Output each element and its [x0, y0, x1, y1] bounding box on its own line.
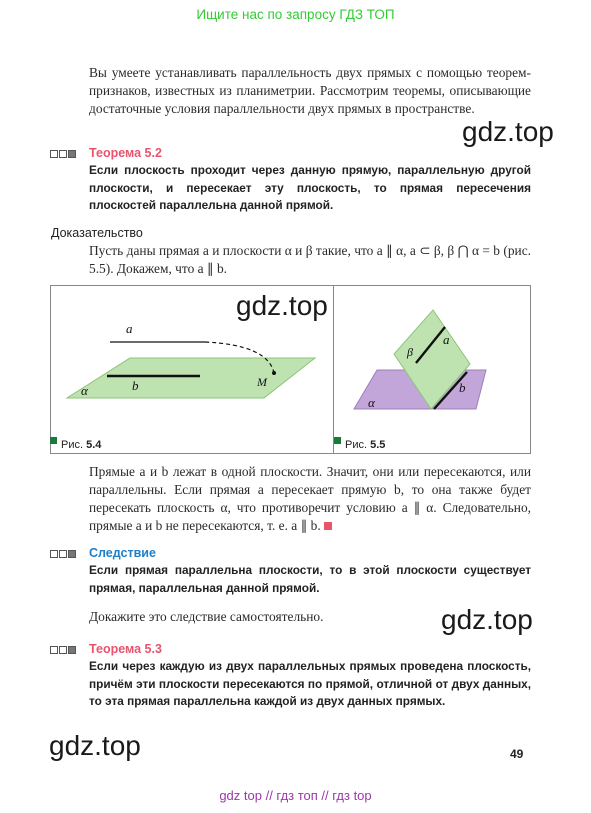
theorem-5-3-title: Теорема 5.3: [89, 642, 162, 656]
label-alpha-5-5: α: [368, 395, 375, 410]
theorem-5-2-title: Теорема 5.2: [89, 146, 162, 160]
figure-marker: [334, 437, 341, 444]
label-beta: β: [407, 345, 413, 359]
footer-links[interactable]: gdz top // гдз топ // гдз top: [219, 788, 372, 803]
figure-marker: [50, 437, 57, 444]
figure-5-5-caption: Рис. 5.5: [345, 439, 386, 451]
plane-alpha: [67, 358, 315, 398]
corollary-body: Если прямая параллельна плоскости, то в этой плоскости существует прямая, параллельная данной прямой.: [89, 563, 531, 595]
label-b: b: [132, 378, 139, 393]
theorem-marker-icon: [50, 646, 84, 655]
intro-paragraph: Вы умеете устанавливать параллельность двух прямых с помощью теорем-признаков, известных из планиметрии. Рассмотрим теоремы, описывающие достаточные условия параллельности двух прямых в пространстве.: [89, 65, 531, 116]
proof-continuation: Прямые a и b лежат в одной плоскости. Значит, они или пересекаются, или параллельны. Если прямая a пересекает прямую b, то она также будет пересекать плоскость α, что противоречит условию a ∥ α. Следовательно, прямые a и b не пересекаются, т. е. a ∥ b.: [89, 464, 531, 533]
watermark: gdz.top: [441, 604, 533, 635]
theorem-5-2-body: Если плоскость проходит через данную прямую, параллельную другой плоскости, и пересекает эту плоскость, то прямая пересечения плоскостей параллельна данной прямой.: [89, 163, 531, 212]
corollary-title: Следствие: [89, 546, 156, 560]
watermark: gdz.top: [236, 290, 328, 321]
top-banner[interactable]: Ищите нас по запросу ГДЗ ТОП: [196, 7, 395, 22]
watermark: gdz.top: [49, 730, 141, 761]
proof-heading: Доказательство: [51, 226, 143, 240]
label-a: a: [126, 321, 133, 336]
label-alpha: α: [81, 383, 88, 398]
figure-5-4-drawing: [50, 285, 531, 454]
corollary-marker-icon: [50, 550, 84, 559]
point-M: [272, 371, 276, 375]
watermark: gdz.top: [462, 116, 554, 147]
qed-icon: [324, 522, 332, 530]
label-b-5-5: b: [459, 380, 466, 395]
label-M: M: [257, 375, 267, 389]
figure-5-4-caption: Рис. 5.4: [61, 439, 102, 451]
page-number: 49: [510, 747, 524, 761]
exercise-text: Докажите это следствие самостоятельно.: [89, 609, 324, 624]
theorem-5-3-body: Если через каждую из двух параллельных прямых проведена плоскость, причём эти плоскости пересекаются по прямой, отличной от двух данных, то эта прямая параллельна каждой из двух данных прямых.: [89, 659, 531, 708]
label-a-5-5: a: [443, 332, 450, 347]
proof-paragraph: Пусть даны прямая a и плоскости α и β такие, что a ∥ α, a ⊂ β, β ⋂ α = b (рис. 5.5). Докажем, что a ∥ b.: [89, 243, 531, 276]
theorem-marker-icon: [50, 150, 84, 159]
